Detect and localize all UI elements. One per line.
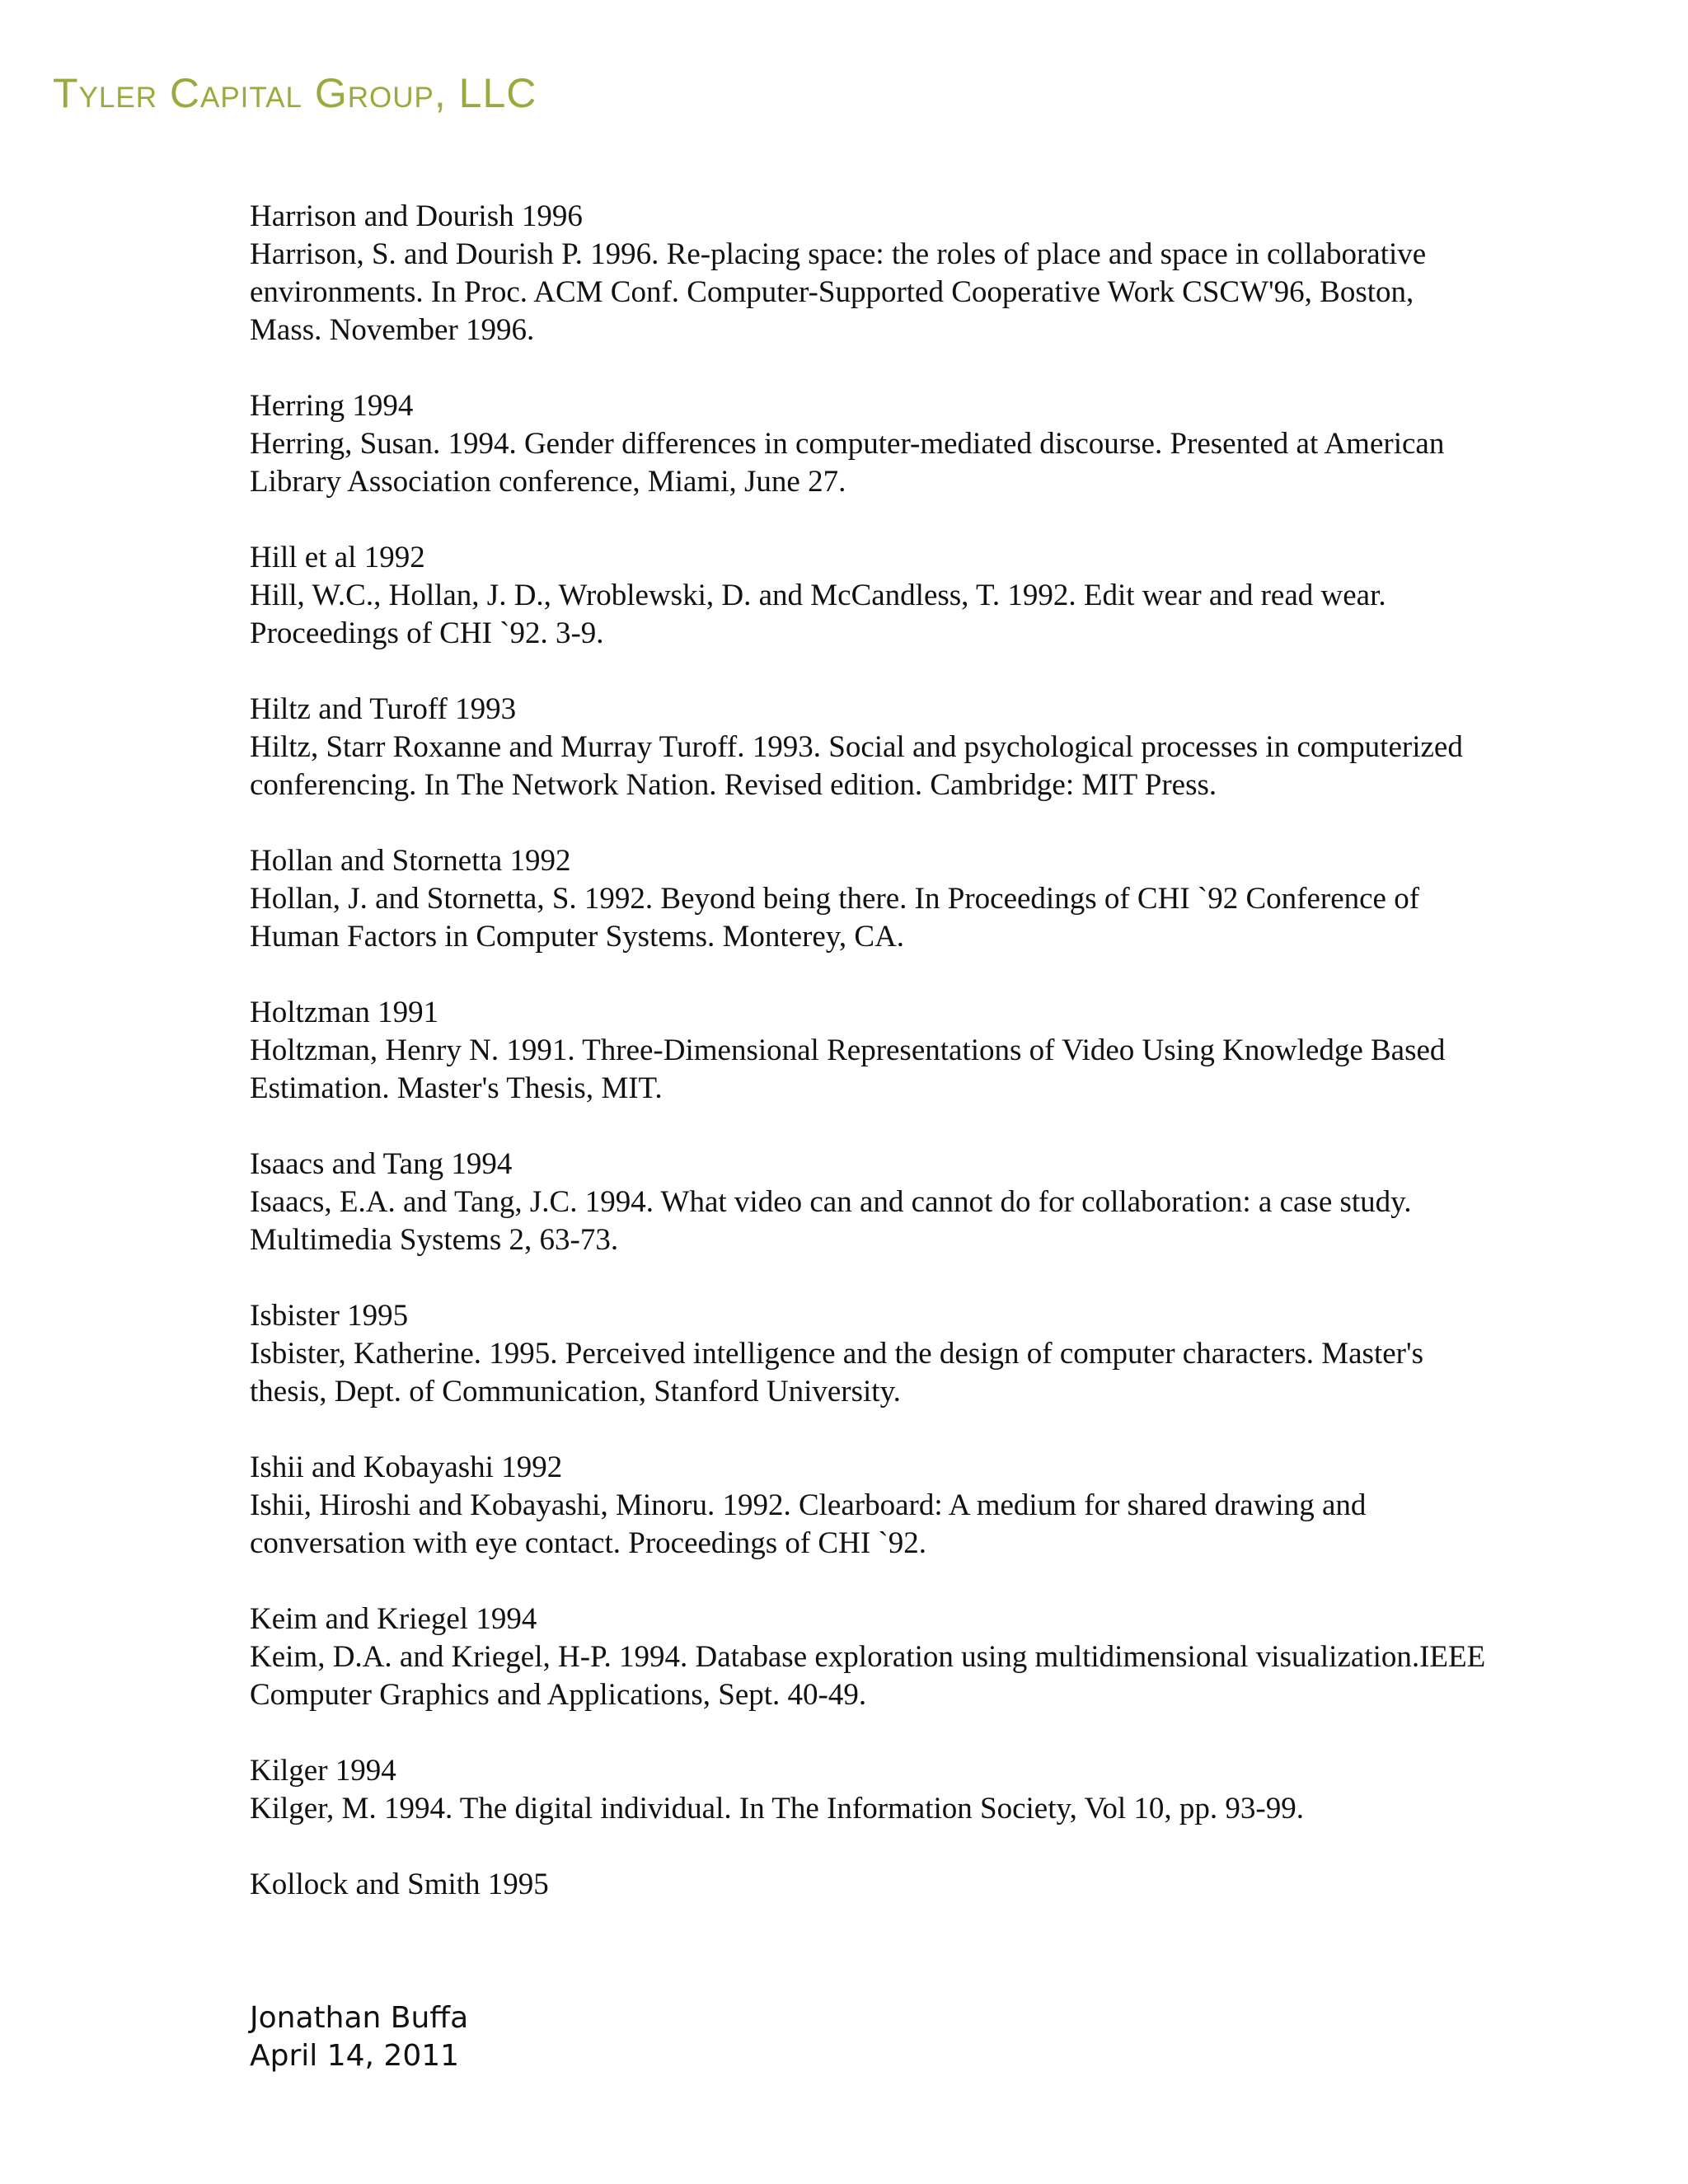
- company-header: Tyler Capital Group, LLC: [53, 70, 537, 116]
- reference-title: Keim and Kriegel 1994: [250, 1602, 537, 1636]
- reference-entry: [250, 842, 1486, 956]
- reference-citation: Harrison, S. and Dourish P. 1996. Re-placing space: the roles of place and space in collaborative environments. In Proc. ACM Conf. Computer-Supported Cooperative Work CSCW'96, Boston, Mass. November 1996.: [250, 237, 1427, 347]
- reference-entry: [250, 387, 1486, 501]
- reference-citation: Ishii, Hiroshi and Kobayashi, Minoru. 1992. Clearboard: A medium for shared drawing and conversation with eye contact. Proceedings of CHI `92.: [250, 1488, 1367, 1560]
- reference-title: Hiltz and Turoff 1993: [250, 692, 517, 726]
- reference-citation: Kilger, M. 1994. The digital individual. In The Information Society, Vol 10, pp. 93-99.: [250, 1792, 1304, 1825]
- reference-citation: Keim, D.A. and Kriegel, H-P. 1994. Database exploration using multidimensional visualization.IEEE Computer Graphics and Applications, Sept. 40-49.: [250, 1640, 1486, 1712]
- reference-citation: Holtzman, Henry N. 1991. Three-Dimensional Representations of Video Using Knowledge Based Estimation. Master's Thesis, MIT.: [250, 1033, 1446, 1105]
- reference-entry: [250, 1449, 1486, 1563]
- document-date: April 14, 2011: [250, 2039, 460, 2073]
- reference-title: Hollan and Stornetta 1992: [250, 844, 571, 878]
- signature-block: [250, 1999, 468, 2075]
- reference-title: Harrison and Dourish 1996: [250, 199, 583, 233]
- reference-entry: [250, 994, 1486, 1108]
- reference-title: Kollock and Smith 1995: [250, 1868, 549, 1901]
- reference-entry: [250, 539, 1486, 653]
- reference-title: Kilger 1994: [250, 1754, 396, 1788]
- reference-title: Isaacs and Tang 1994: [250, 1147, 513, 1181]
- reference-citation: Herring, Susan. 1994. Gender differences in computer-mediated discourse. Presented at American Library Association conference, Miami, June 27.: [250, 427, 1445, 499]
- reference-citation: Hollan, J. and Stornetta, S. 1992. Beyond being there. In Proceedings of CHI `92 Conference of Human Factors in Computer Systems. Monterey, CA.: [250, 882, 1420, 954]
- reference-entry: [250, 198, 1486, 349]
- reference-entry: [250, 1752, 1486, 1828]
- reference-title: Ishii and Kobayashi 1992: [250, 1451, 563, 1484]
- reference-entry: [250, 1601, 1486, 1714]
- reference-citation: Hill, W.C., Hollan, J. D., Wroblewski, D. and McCandless, T. 1992. Edit wear and read wear. Proceedings of CHI `92. 3-9.: [250, 579, 1386, 650]
- reference-citation: Isaacs, E.A. and Tang, J.C. 1994. What video can and cannot do for collaboration: a case study. Multimedia Systems 2, 63-73.: [250, 1185, 1412, 1257]
- reference-title: Hill et al 1992: [250, 541, 425, 574]
- reference-citation: Hiltz, Starr Roxanne and Murray Turoff. 1993. Social and psychological processes in computerized conferencing. In The Network Nation. Revised edition. Cambridge: MIT Press.: [250, 730, 1463, 802]
- reference-title: Herring 1994: [250, 389, 414, 423]
- reference-entry: [250, 1866, 1486, 1904]
- reference-citation: Isbister, Katherine. 1995. Perceived intelligence and the design of computer characters. Master's thesis, Dept. of Communication, Stanford University.: [250, 1337, 1424, 1408]
- reference-list: [250, 198, 1486, 1942]
- reference-title: Isbister 1995: [250, 1299, 409, 1333]
- author-name: Jonathan Buffa: [250, 2001, 469, 2035]
- reference-title: Holtzman 1991: [250, 996, 439, 1029]
- reference-entry: [250, 691, 1486, 804]
- reference-entry: [250, 1297, 1486, 1411]
- reference-entry: [250, 1146, 1486, 1259]
